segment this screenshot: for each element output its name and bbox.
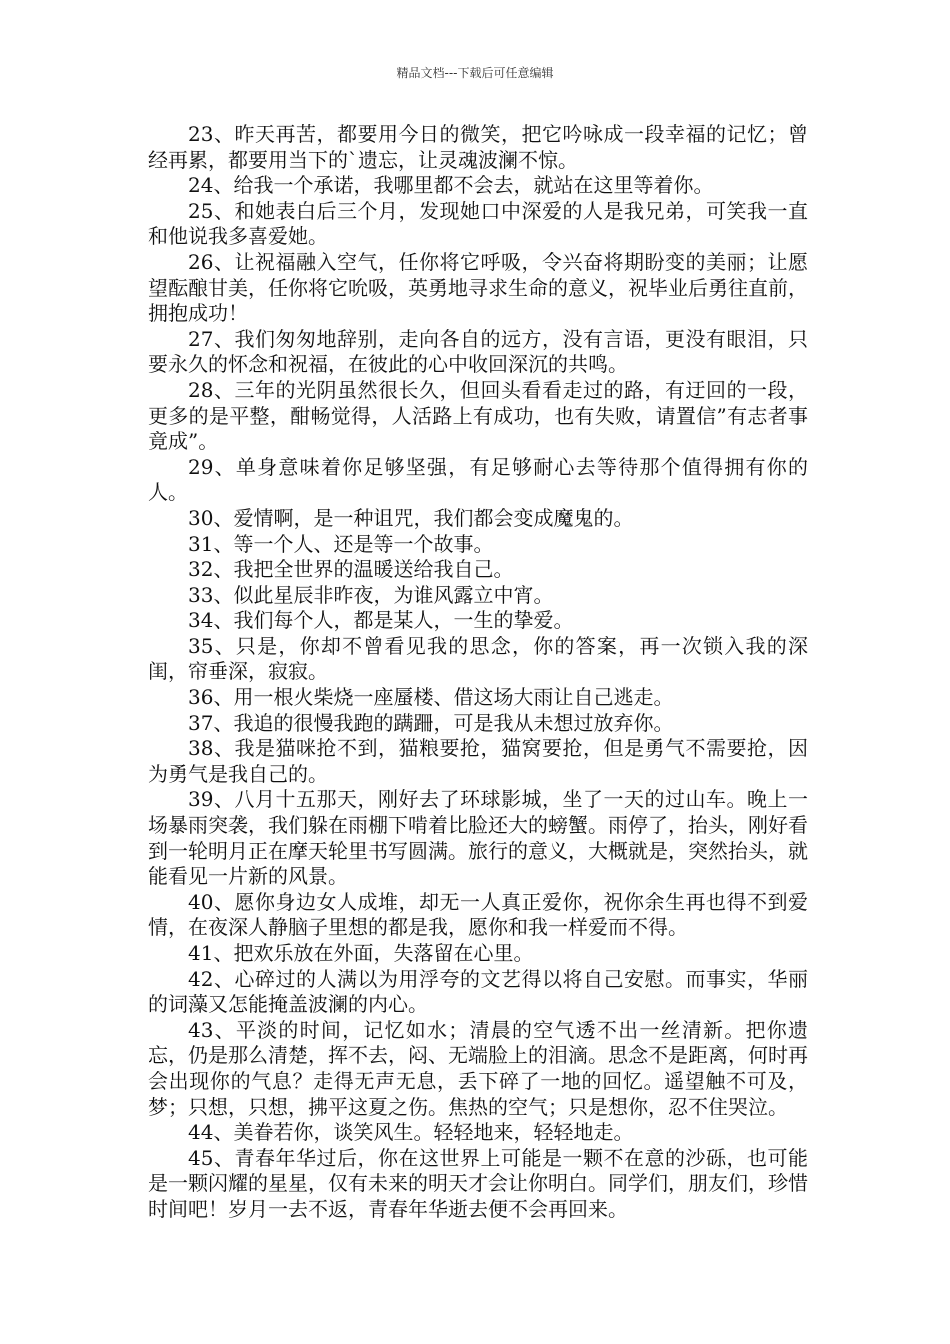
paragraph-29: 29、单身意味着你足够坚强，有足够耐心去等待那个值得拥有你的人。 [148,454,808,505]
paragraph-25: 25、和她表白后三个月，发现她口中深爱的人是我兄弟，可笑我一直和他说我多喜爱她。 [148,198,808,249]
paragraph-34: 34、我们每个人，都是某人，一生的挚爱。 [188,608,574,633]
document-body [148,122,808,1223]
paragraph-36: 36、用一根火柴烧一座蜃楼、借这场大雨让自己逃走。 [188,685,674,710]
paragraph-24: 24、给我一个承诺，我哪里都不会去，就站在这里等着你。 [188,173,714,198]
paragraph-31: 31、等一个人、还是等一个故事。 [188,531,494,556]
paragraph-35: 35、只是，你却不曾看见我的思念，你的答案，再一次锁入我的深闺，帘垂深，寂寂。 [148,633,808,684]
paragraph-32: 32、我把全世界的温暖送给我自己。 [188,557,514,582]
paragraph-45: 45、青春年华过后，你在这世界上可能是一颗不在意的沙砾，也可能是一颗闪耀的星星，仅有未来的明天才会让你明白。同学们，朋友们，珍惜时间吧！岁月一去不返，青春年华逝去便不会再回来。 [148,1145,808,1221]
paragraph-28: 28、三年的光阴虽然很长久，但回头看看走过的路，有迂回的一段，更多的是平整，酣畅觉得，人活路上有成功，也有失败，请置信”有志者事竟成”。 [148,377,808,454]
paragraph-43: 43、平淡的时间，记忆如水；清晨的空气透不出一丝清新。把你遗忘，仍是那么清楚，挥不去，闷、无端脸上的泪滴。思念不是距离，何时再会出现你的气息？走得无声无息，丢下碎了一地的回忆。遥望触不可及，梦；只想，只想，拂平这夏之伤。焦热的空气；只是想你，忍不住哭泣。 [148,1017,808,1119]
paragraph-33: 33、似此星辰非昨夜，为谁风露立中宵。 [188,582,554,607]
paragraph-39: 39、八月十五那天，刚好去了环球影城，坐了一天的过山车。晚上一场暴雨突袭，我们躲在雨棚下啃着比脸还大的螃蟹。雨停了，抬头，刚好看到一轮明月正在摩天轮里书写圆满。旅行的意义，大概就是，突然抬头，就能看见一片新的风景。 [148,787,808,889]
page-header: 精品文档---下载后可任意编辑 [396,66,554,80]
paragraph-23: 23、昨天再苦，都要用今日的微笑，把它吟咏成一段幸福的记忆；曾经再累，都要用当下的`遗忘，让灵魂波澜不惊。 [148,122,808,172]
paragraph-37: 37、我追的很慢我跑的蹒跚，可是我从未想过放弃你。 [188,710,674,735]
paragraph-41: 41、把欢乐放在外面，失落留在心里。 [188,941,534,965]
paragraph-26: 26、让祝福融入空气，任你将它呼吸，令兴奋将期盼变的美丽；让愿望酝酿甘美，任你将它吮吸，英勇地寻求生命的意义，祝毕业后勇往直前，拥抱成功！ [148,249,808,326]
paragraph-40: 40、愿你身边女人成堆，却无一人真正爱你，祝你余生再也得不到爱情，在夜深人静脑子里想的都是我，愿你和我一样爱而不得。 [148,889,808,940]
paragraph-38: 38、我是猫咪抢不到，猫粮要抢，猫窝要抢，但是勇气不需要抢，因为勇气是我自己的。 [148,736,808,786]
paragraph-30: 30、爱情啊，是一种诅咒，我们都会变成魔鬼的。 [188,505,634,530]
paragraph-27: 27、我们匆匆地辞别，走向各自的远方，没有言语，更没有眼泪，只要永久的怀念和祝福，在彼此的心中收回深沉的共鸣。 [148,326,808,377]
paragraph-44: 44、美眷若你，谈笑风生。轻轻地来，轻轻地走。 [188,1120,634,1145]
paragraph-42: 42、心碎过的人满以为用浮夸的文艺得以将自己安慰。而事实，华丽的词藻又怎能掩盖波澜的内心。 [148,966,808,1017]
